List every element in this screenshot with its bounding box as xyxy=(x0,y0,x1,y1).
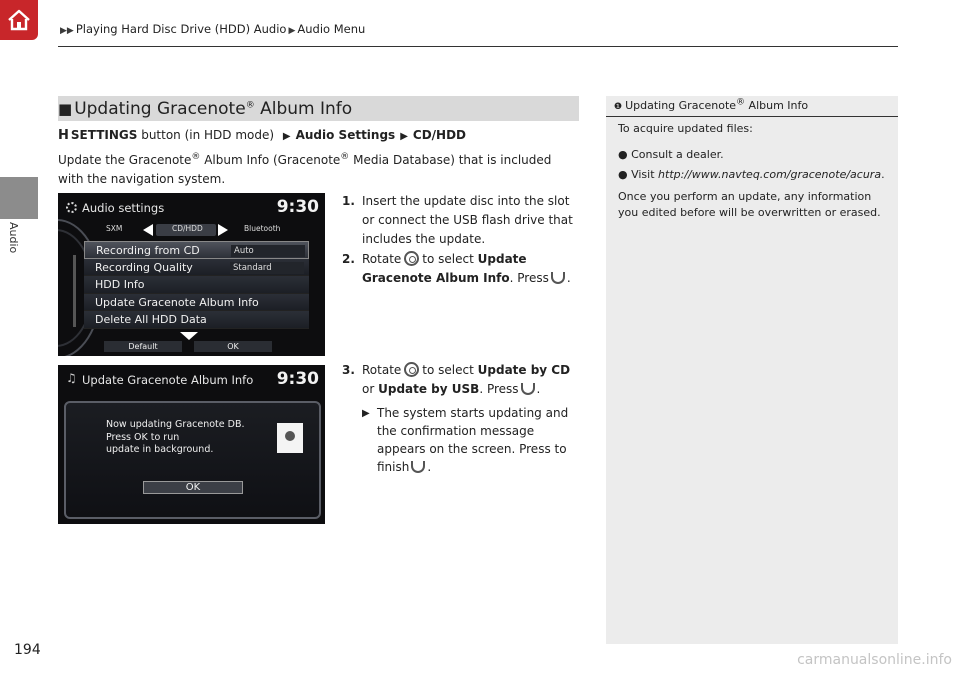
tab-cd-hdd: CD/HDD xyxy=(172,224,203,233)
gear-icon xyxy=(66,202,77,213)
menu-item-recording-from-cd: Recording from CD Auto xyxy=(84,241,309,259)
step-2: 2. Rotate to select Update Gracenote Album Info. Press . xyxy=(342,252,571,285)
path-arrow-icon: ▶ xyxy=(400,131,408,142)
tab-right-arrow-icon xyxy=(218,224,228,236)
menu-item-update-gracenote: Update Gracenote Album Info xyxy=(84,294,309,312)
section-heading xyxy=(58,96,579,121)
section-title: Updating Gracenote® Album Info xyxy=(74,98,353,119)
menu-item-hdd-info: HDD Info xyxy=(84,276,309,294)
breadcrumb-arrow-icon: ▶ xyxy=(288,26,296,36)
menu-item-recording-quality: Recording Quality Standard xyxy=(84,259,309,277)
home-button[interactable] xyxy=(0,0,38,40)
breadcrumb-arrow-icon: ▶▶ xyxy=(60,26,74,36)
interface-dial-press-icon xyxy=(521,383,535,395)
screen-title: Audio settings xyxy=(82,201,165,215)
clock: 9:30 xyxy=(276,197,319,217)
home-icon xyxy=(5,6,33,34)
default-button: Default xyxy=(104,341,182,352)
settings-button-label: SETTINGS xyxy=(70,128,138,142)
tab-left-arrow-icon xyxy=(143,224,153,236)
clock: 9:30 xyxy=(276,369,319,389)
watermark: carmanualsonline.info xyxy=(797,652,952,668)
scrollbar xyxy=(73,255,76,327)
dialog-message: Now updating Gracenote DB. Press OK to run update in background. xyxy=(106,419,245,455)
path-cd-hdd: CD/HDD xyxy=(412,128,467,142)
intro-paragraph: Update the Gracenote® Album Info (Gracenote® Media Database) that is included with the navigation system. xyxy=(58,152,552,186)
hardkey-icon: H xyxy=(58,128,69,143)
scroll-down-icon xyxy=(180,332,198,340)
tab-bluetooth: Bluetooth xyxy=(244,224,281,233)
breadcrumb-item-hdd-audio[interactable]: Playing Hard Disc Drive (HDD) Audio xyxy=(75,22,287,36)
path-audio-settings: Audio Settings xyxy=(295,128,396,142)
music-note-icon: ♫ xyxy=(66,371,77,385)
step-3: 3. Rotate to select Update by CD or Update by USB. Press . xyxy=(342,363,571,396)
header-divider xyxy=(58,46,898,47)
audio-settings-screenshot xyxy=(58,193,325,356)
path-arrow-icon: ▶ xyxy=(282,131,291,142)
note-line: Once you perform an update, any information xyxy=(618,190,872,203)
interface-dial-rotate-icon xyxy=(404,362,419,377)
interface-dial-press-icon xyxy=(551,272,565,284)
gracenote-logo xyxy=(277,423,303,453)
step-3-result: ▶ The system starts updating and the confirmation message appears on the screen. Press to finish . xyxy=(362,406,569,474)
interface-dial-rotate-icon xyxy=(404,251,419,266)
note-marker-icon: ❶ xyxy=(614,102,623,112)
update-dialog xyxy=(64,401,321,519)
screen-button-bar xyxy=(104,341,274,352)
side-note xyxy=(606,96,898,644)
section-marker-icon: ■ xyxy=(58,99,73,118)
breadcrumb xyxy=(58,22,365,36)
menu-item-delete-hdd-data: Delete All HDD Data xyxy=(84,311,309,329)
screen-title: Update Gracenote Album Info xyxy=(82,373,254,387)
note-line: ● Consult a dealer. xyxy=(618,148,724,161)
result-arrow-icon: ▶ xyxy=(362,408,370,419)
note-line: To acquire updated files: xyxy=(618,122,753,135)
gracenote-url-link[interactable]: http://www.navteq.com/gracenote/acura xyxy=(658,168,882,181)
settings-menu xyxy=(84,241,309,329)
breadcrumb-item-audio-menu[interactable]: Audio Menu xyxy=(297,22,366,36)
side-tab-marker[interactable] xyxy=(0,177,38,219)
side-note-header: ❶ Updating Gracenote® Album Info xyxy=(606,96,898,117)
side-tab-label: Audio xyxy=(7,222,20,254)
tab-sxm: SXM xyxy=(106,224,123,233)
dialog-ok-button: OK xyxy=(143,481,243,494)
note-line: ● Visit http://www.navteq.com/gracenote/acura. xyxy=(618,168,885,181)
update-gracenote-screenshot xyxy=(58,365,325,524)
screen-tab-bar xyxy=(92,224,317,237)
note-line: you edited before will be overwritten or erased. xyxy=(618,206,881,219)
ok-button: OK xyxy=(194,341,272,352)
page-number: 194 xyxy=(14,642,41,658)
step-1: 1. Insert the update disc into the slot or connect the USB flash drive that includes the update. xyxy=(342,194,573,246)
interface-dial-press-icon xyxy=(411,461,425,473)
navigation-path: H SETTINGS button (in HDD mode) ▶ Audio Settings ▶ CD/HDD xyxy=(58,128,467,143)
